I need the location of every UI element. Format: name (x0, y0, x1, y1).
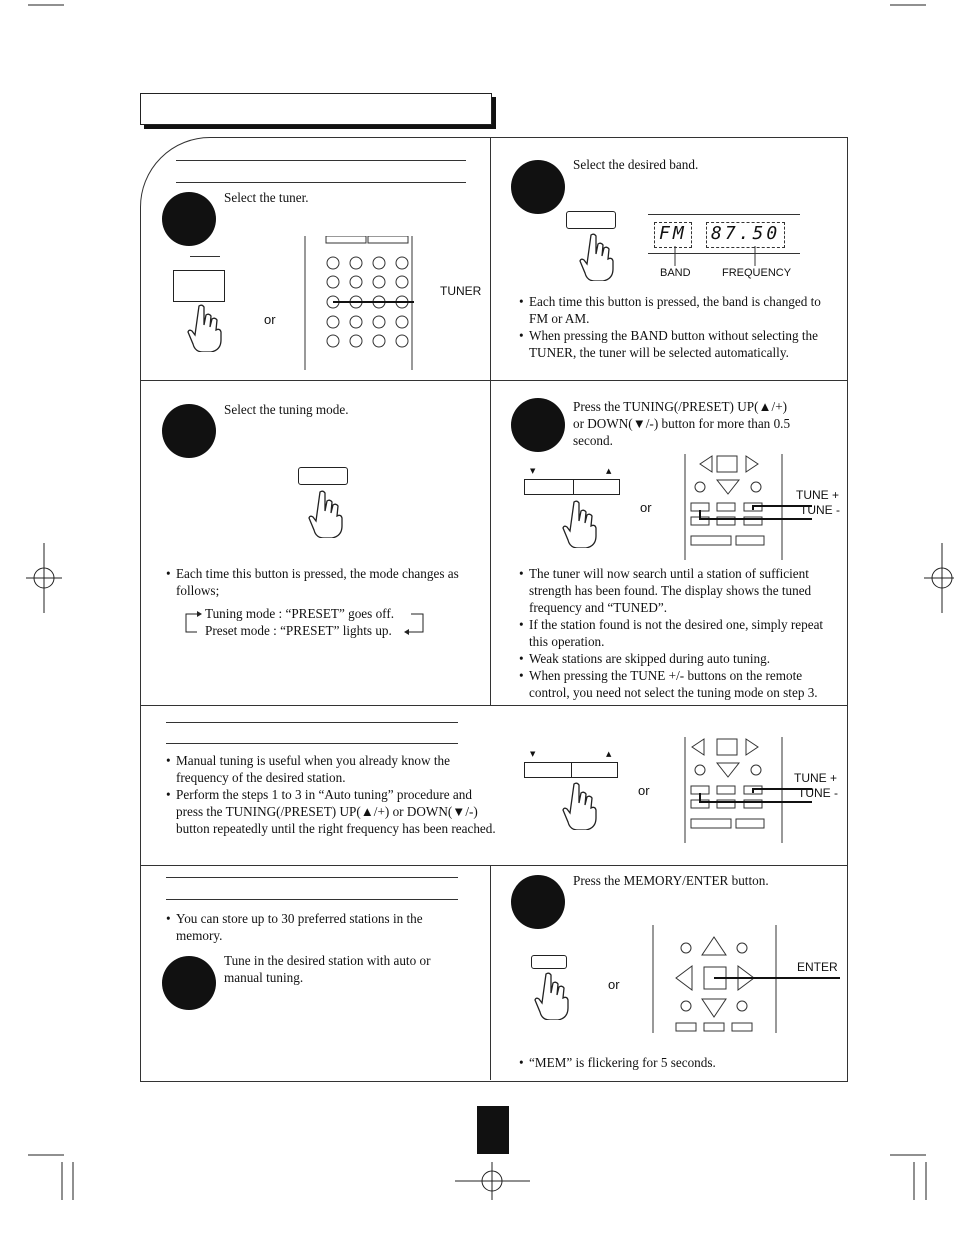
list-item: • You can store up to 30 preferred stations in the memory. (166, 910, 466, 944)
memory-notes (519, 1054, 819, 1071)
tune-plus-callout: TUNE + (796, 488, 840, 502)
finger-press-icon (577, 233, 617, 281)
list-item: • When pressing the TUNE +/- buttons on the remote control, you need not select the tuning mode on step 3. (519, 667, 839, 701)
tune-minus-callout: TUNE - (798, 786, 838, 800)
heading-rule (166, 877, 458, 878)
preset-notes (166, 910, 466, 944)
heading-rule (166, 722, 458, 723)
divider-v-bottom (490, 866, 491, 1080)
step-text: Select the tuning mode. (224, 402, 349, 417)
tune-plus-callout: TUNE + (794, 771, 838, 785)
tuning-up-button[interactable] (572, 479, 620, 495)
remote-control-icon (304, 236, 414, 370)
frequency-label: FREQUENCY (722, 267, 792, 279)
step-circle-1 (162, 192, 216, 246)
mode-line-1: Tuning mode : “PRESET” goes off. (205, 606, 395, 621)
step-circle-3 (162, 404, 216, 458)
section-title-box (140, 93, 492, 125)
up-plus-icon: ▲/+ (758, 399, 783, 414)
list-item: • Weak stations are skipped during auto tuning. (519, 650, 839, 667)
display-band: FM (654, 222, 692, 248)
list-item: • Perform the steps 1 to 3 in “Auto tuning” procedure and press the TUNING(/PRESET) UP(▲/+) or DOWN(▼/-) button repeatedly until the right frequency has been reached. (166, 786, 498, 837)
tune-minus-callout: TUNE - (800, 503, 840, 517)
divider-h-1 (140, 380, 847, 381)
tuning-up-indicator-icon: ▲ (606, 750, 612, 758)
heading-rule (176, 182, 466, 183)
step-text: Tune in the desired station with auto or manual tuning. (224, 953, 431, 985)
list-item: • “MEM” is flickering for 5 seconds. (519, 1054, 819, 1071)
step-text: Select the tuner. (224, 190, 309, 205)
auto-notes (519, 565, 839, 701)
tuning-down-indicator-icon: ▼ (530, 467, 536, 475)
list-item: • The tuner will now search until a station of sufficient strength has been found. The display shows the tuned frequency and “TUNED”. (519, 565, 839, 616)
list-item: • When pressing the BAND button without selecting the TUNER, the tuner will be selected automatically. (519, 327, 837, 361)
finger-press-icon (185, 304, 225, 352)
band-notes (519, 293, 837, 361)
step-circle-1 (162, 956, 216, 1010)
list-item: • Each time this button is pressed, the band is changed to FM or AM. (519, 293, 837, 327)
heading-rule (166, 899, 458, 900)
finger-press-icon (560, 782, 600, 830)
enter-callout: ENTER (797, 960, 838, 974)
or-label: or (638, 783, 650, 798)
tuner-callout: TUNER (440, 284, 482, 298)
heading-rule (166, 743, 458, 744)
tuning-up-indicator-icon: ▲ (606, 467, 612, 475)
tuning-mode-button[interactable] (298, 467, 348, 485)
finger-press-icon (560, 500, 600, 548)
divider-h-2 (140, 705, 847, 706)
list-item: • Manual tuning is useful when you already know the frequency of the desired station. (166, 752, 498, 786)
button-label-rule (190, 256, 220, 257)
up-plus-icon: ▲/+ (360, 804, 385, 819)
or-label: or (640, 500, 652, 515)
band-button[interactable] (566, 211, 616, 229)
memory-button[interactable] (531, 955, 567, 969)
or-label: or (264, 312, 276, 327)
step-circle-2 (511, 875, 565, 929)
step-circle-2 (511, 160, 565, 214)
divider-h-3 (140, 865, 847, 866)
finger-press-icon (532, 972, 572, 1020)
step-circle-4 (511, 398, 565, 452)
auto-instruction: Press the TUNING(/PRESET) UP(▲/+) or DOWN(▼/-) button for more than 0.5 second. (573, 399, 791, 448)
tuner-button[interactable] (173, 270, 225, 302)
tuning-up-button[interactable] (570, 762, 618, 778)
step-text: Select the desired band. (573, 157, 699, 172)
band-label: BAND (660, 267, 691, 279)
finger-press-icon (306, 490, 346, 538)
heading-rule (176, 160, 466, 161)
list-item: • If the station found is not the desired one, simply repeat this operation. (519, 616, 839, 650)
mode-line-2: Preset mode : “PRESET” lights up. (205, 623, 392, 638)
mode-notes (166, 565, 476, 599)
tuning-down-indicator-icon: ▼ (530, 750, 536, 758)
manual-notes (166, 752, 498, 837)
tuning-down-button[interactable] (524, 479, 574, 495)
down-minus-icon: ▼/- (632, 416, 654, 431)
display-rule (648, 214, 800, 215)
remote-control-icon (652, 925, 842, 1033)
display-frequency: 87.50 (706, 222, 785, 248)
list-item: • Each time this button is pressed, the mode changes as follows; (166, 565, 476, 599)
page-number-block (477, 1106, 509, 1154)
or-label: or (608, 977, 620, 992)
step-text: Press the MEMORY/ENTER button. (573, 873, 769, 888)
divider-v-top (490, 137, 491, 705)
tuning-down-button[interactable] (524, 762, 572, 778)
down-minus-icon: ▼/- (452, 804, 474, 819)
